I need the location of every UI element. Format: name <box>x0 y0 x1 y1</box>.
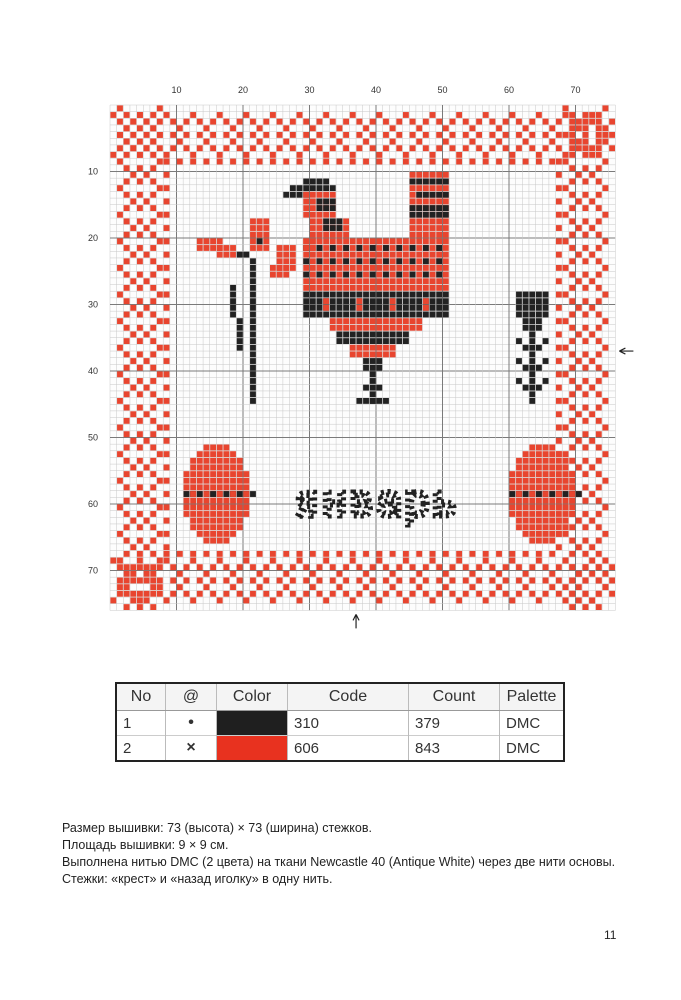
center-arrow-right-icon <box>619 348 633 354</box>
header-no: No <box>116 683 166 711</box>
row-code: 310 <box>288 711 409 736</box>
embroidery-notes <box>62 820 662 888</box>
row-color-swatch <box>217 711 288 736</box>
col-tick-label: 10 <box>171 85 182 95</box>
row-code: 606 <box>288 736 409 762</box>
col-tick-label: 60 <box>503 85 515 95</box>
note-size: Размер вышивки: 73 (высота) × 73 (ширина) стежков. <box>62 821 372 835</box>
col-tick-label: 50 <box>437 85 448 95</box>
row-tick-label: 60 <box>87 499 98 509</box>
row-tick-label: 50 <box>87 432 98 443</box>
row-palette: DMC <box>500 711 565 736</box>
center-arrow-bottom-icon <box>353 614 359 628</box>
row-tick-label: 30 <box>87 299 98 310</box>
row-tick-label: 40 <box>87 366 98 376</box>
header-color: Color <box>217 683 288 711</box>
legend-header-row <box>116 683 564 711</box>
note-stitches: Стежки: «крест» и «назад иголку» в одну нить. <box>62 872 333 886</box>
table-row <box>116 736 564 762</box>
row-color-swatch <box>217 736 288 762</box>
row-symbol: × <box>166 736 217 762</box>
col-tick-label: 20 <box>237 85 249 95</box>
row-no: 1 <box>116 711 166 736</box>
table-row <box>116 711 564 736</box>
header-code: Code <box>288 683 409 711</box>
thread-legend-table <box>115 682 565 762</box>
note-thread: Выполнена нитью DMC (2 цвета) на ткани Newcastle 40 (Antique White) через две нити основы. <box>62 855 616 869</box>
row-symbol: • <box>166 711 217 736</box>
col-tick-label: 70 <box>570 85 581 95</box>
chart-word: январь <box>293 475 459 527</box>
row-palette: DMC <box>500 736 565 762</box>
row-count: 379 <box>409 711 500 736</box>
note-area: Площадь вышивки: 9 × 9 см. <box>62 838 229 852</box>
col-tick-label: 40 <box>370 85 382 95</box>
col-tick-label: 30 <box>304 85 315 95</box>
row-tick-label: 10 <box>87 166 98 177</box>
row-tick-label: 20 <box>87 233 98 243</box>
row-no: 2 <box>116 736 166 762</box>
header-palette: Palette <box>500 683 565 711</box>
page-number: 11 <box>604 928 617 942</box>
header-count: Count <box>409 683 500 711</box>
row-tick-label: 70 <box>87 565 98 576</box>
header-symbol: @ <box>166 683 217 711</box>
row-count: 843 <box>409 736 500 762</box>
